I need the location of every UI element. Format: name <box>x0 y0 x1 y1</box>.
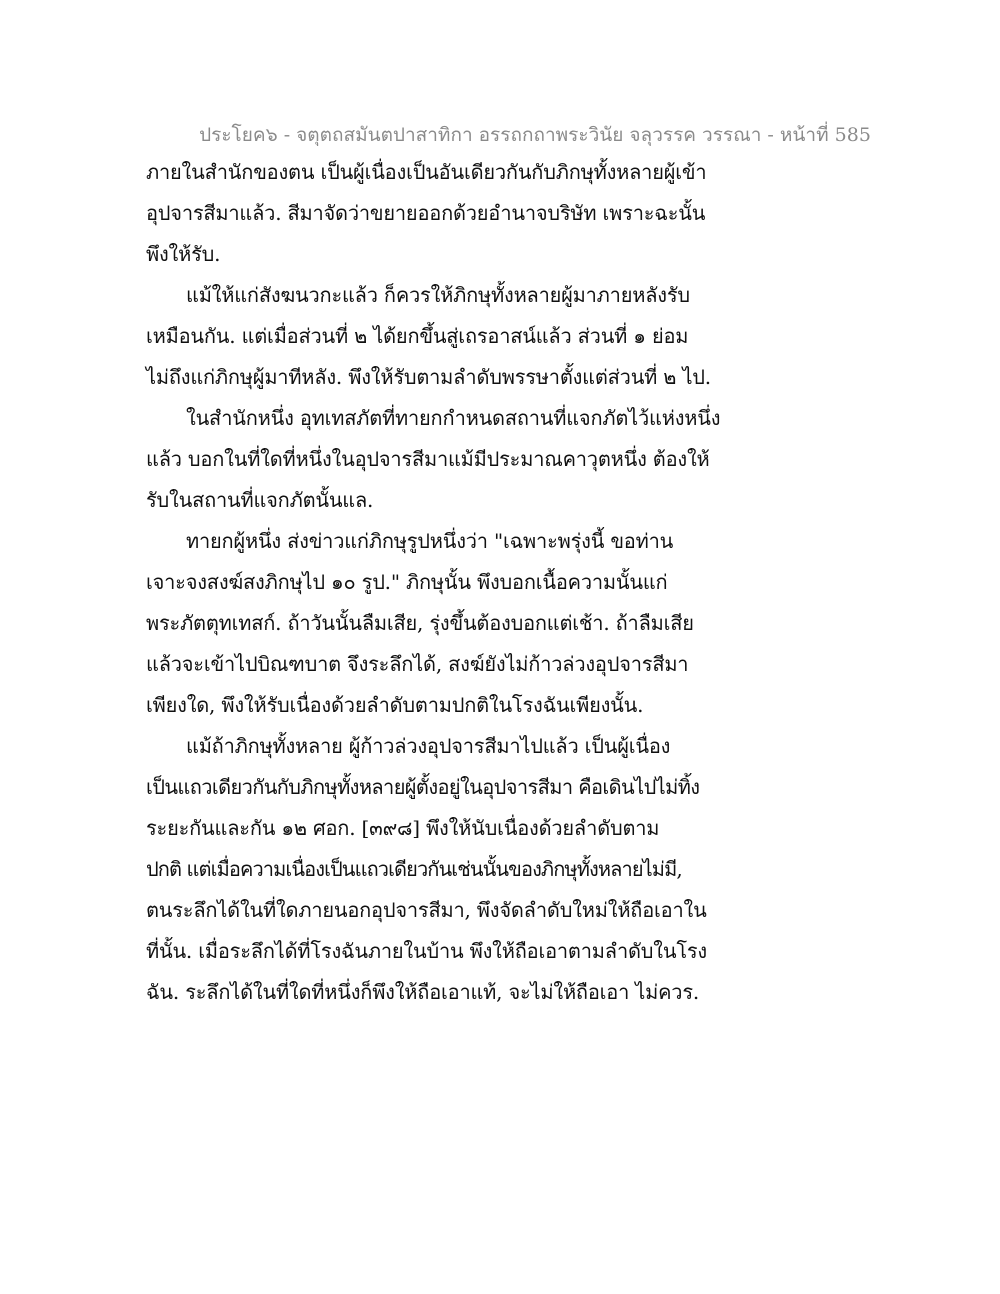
text-line: รับในสถานที่แจกภัตนั้นแล. <box>146 488 374 512</box>
text-line: ที่นั้น. เมื่อระลึกได้ที่โรงฉันภายในบ้าน พึงให้ถือเอาตามลำดับในโรง <box>146 939 707 963</box>
text-line: เหมือนกัน. แต่เมื่อส่วนที่ ๒ ได้ยกขึ้นสู่เถรอาสน์แล้ว ส่วนที่ ๑ ย่อม <box>146 324 689 348</box>
text-line: ไม่ถึงแก่ภิกษุผู้มาทีหลัง. พึงให้รับตามลำดับพรรษาตั้งแต่ส่วนที่ ๒ ไป. <box>146 365 711 389</box>
text-line: ภายในสำนักของตน เป็นผู้เนื่องเป็นอันเดียวกันกับภิกษุทั้งหลายผู้เข้า <box>146 160 707 184</box>
text-line: ฉัน. ระลึกได้ในที่ใดที่หนึ่งก็พึงให้ถือเอาแท้, จะไม่ให้ถือเอา ไม่ควร. <box>146 980 700 1004</box>
text-line: แล้วจะเข้าไปบิณฑบาต จึงระลึกได้, สงฆ์ยังไม่ก้าวล่วงอุปจารสีมา <box>146 652 689 676</box>
text-line: อุปจารสีมาแล้ว. สีมาจัดว่าขยายออกด้วยอำนาจบริษัท เพราะฉะนั้น <box>146 201 706 225</box>
text-line: พึงให้รับ. <box>146 242 221 266</box>
text-line: เพียงใด, พึงให้รับเนื่องด้วยลำดับตามปกติในโรงฉันเพียงนั้น. <box>146 693 644 717</box>
page-header <box>0 120 1000 150</box>
text-line: เป็นแถวเดียวกันกับภิกษุทั้งหลายผู้ตั้งอยู่ในอุปจารสีมา คือเดินไปไม่ทิ้ง <box>146 775 700 799</box>
page-header-text: ประโยค๖ - จตุตถสมันตปาสาทิกา อรรถกถาพระวินัย จลุวรรค วรรณา - หน้าที่ 585 <box>199 124 871 146</box>
paragraph-start: ในสำนักหนึ่ง อุทเทสภัตที่ทายกกำหนดสถานที่แจกภัตไว้แห่งหนึ่ง <box>186 406 721 430</box>
text-line: พระภัตตุทเทสก์. ถ้าวันนั้นลืมเสีย, รุ่งขึ้นต้องบอกแต่เช้า. ถ้าลืมเสีย <box>146 611 694 635</box>
text-line: ตนระลึกได้ในที่ใดภายนอกอุปจารสีมา, พึงจัดลำดับใหม่ให้ถือเอาใน <box>146 898 707 922</box>
body-text <box>146 152 866 1013</box>
text-line: ปกติ แต่เมื่อความเนื่องเป็นแถวเดียวกันเช่นนั้นของภิกษุทั้งหลายไม่มี, <box>146 857 682 881</box>
paragraph-start: แม้ให้แก่สังฆนวกะแล้ว ก็ควรให้ภิกษุทั้งหลายผู้มาภายหลังรับ <box>186 283 690 307</box>
paragraph-start: แม้ถ้าภิกษุทั้งหลาย ผู้ก้าวล่วงอุปจารสีมาไปแล้ว เป็นผู้เนื่อง <box>186 734 671 758</box>
paragraph-start: ทายกผู้หนึ่ง ส่งข่าวแก่ภิกษุรูปหนึ่งว่า "เฉพาะพรุ่งนี้ ขอท่าน <box>186 529 674 553</box>
text-line: ระยะกันและกัน ๑๒ ศอก. [๓๙๘] พึงให้นับเนื่องด้วยลำดับตาม <box>146 816 660 840</box>
text-line: แล้ว บอกในที่ใดที่หนึ่งในอุปจารสีมาแม้มีประมาณคาวุตหนึ่ง ต้องให้ <box>146 447 710 471</box>
text-line: เจาะจงสงฆ์สงภิกษุไป ๑๐ รูป." ภิกษุนั้น พึงบอกเนื้อความนั้นแก่ <box>146 570 668 594</box>
